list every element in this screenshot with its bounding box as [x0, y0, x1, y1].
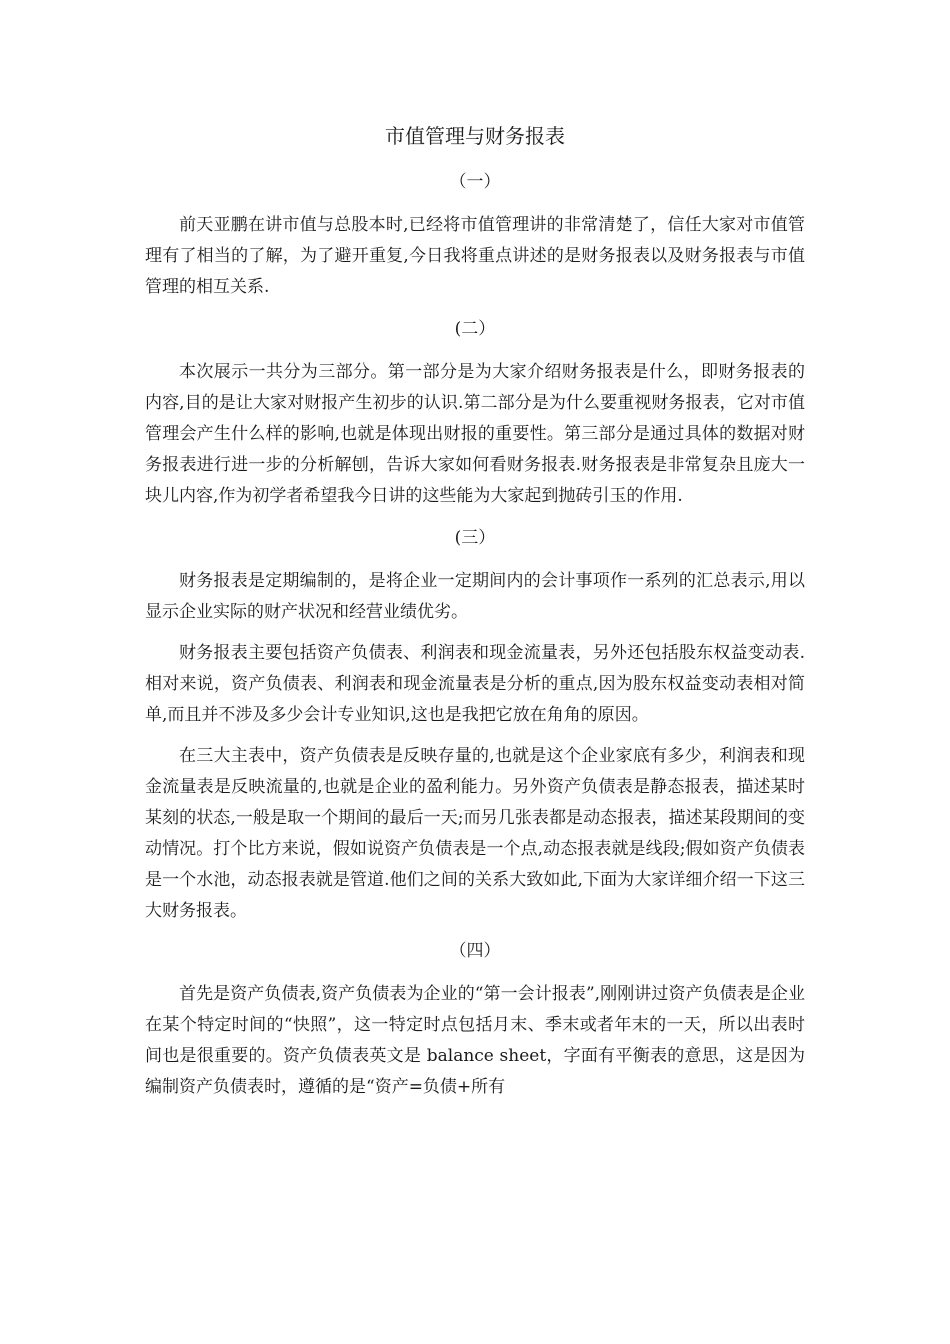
paragraph: 首先是资产负债表,资产负债表为企业的“第一会计报表”,刚刚讲过资产负债表是企业在某个特定时间的“快照”，这一特定时点包括月末、季末或者年末的一天，所以出表时间也是很重要的。资产负债表英文是 balance sheet，字面有平衡表的意思，这是因为编制资产负债表时，遵循的是“资产=负债+所有 [145, 984, 805, 1097]
paragraph: 财务报表是定期编制的，是将企业一定期间内的会计事项作一系列的汇总表示,用以显示企业实际的财产状况和经营业绩优劣。 [145, 571, 805, 622]
section-heading-2: (二） [454, 319, 496, 339]
paragraph: 前天亚鹏在讲市值与总股本时,已经将市值管理讲的非常清楚了，信任大家对市值管理有了相当的了解，为了避开重复,今日我将重点讲述的是财务报表以及财务报表与市值管理的相互关系. [145, 215, 805, 297]
paragraph: 本次展示一共分为三部分。第一部分是为大家介绍财务报表是什么，即财务报表的内容,目的是让大家对财报产生初步的认识.第二部分是为什么要重视财务报表，它对市值管理会产生什么样的影响,也就是体现出财报的重要性。第三部分是通过具体的数据对财务报表进行进一步的分析解刨，告诉大家如何看财务报表.财务报表是非常复杂且庞大一块儿内容,作为初学者希望我今日讲的这些能为大家起到抛砖引玉的作用. [145, 362, 805, 506]
document-title: 市值管理与财务报表 [385, 124, 565, 148]
paragraph: 财务报表主要包括资产负债表、利润表和现金流量表，另外还包括股东权益变动表.相对来说，资产负债表、利润表和现金流量表是分析的重点,因为股东权益变动表相对简单,而且并不涉及多少会计专业知识,这也是我把它放在角角的原因。 [145, 643, 805, 725]
section-heading-4: （四） [449, 941, 501, 961]
document-page [145, 118, 805, 1113]
section-heading-1: （一） [449, 172, 501, 192]
section-1 [145, 168, 805, 303]
paragraph: 在三大主表中，资产负债表是反映存量的,也就是这个企业家底有多少，利润表和现金流量表是反映流量的,也就是企业的盈利能力。另外资产负债表是静态报表，描述某时某刻的状态,一般是取一个期间的最后一天;而另几张表都是动态报表，描述某段期间的变动情况。打个比方来说，假如说资产负债表是一个点,动态报表就是线段;假如资产负债表是一个水池，动态报表就是管道.他们之间的关系大致如此,下面为大家详细介绍一下这三大财务报表。 [145, 746, 805, 921]
section-3 [145, 524, 805, 927]
section-heading-3: (三） [454, 528, 496, 548]
section-4 [145, 937, 805, 1103]
section-2 [145, 315, 805, 512]
